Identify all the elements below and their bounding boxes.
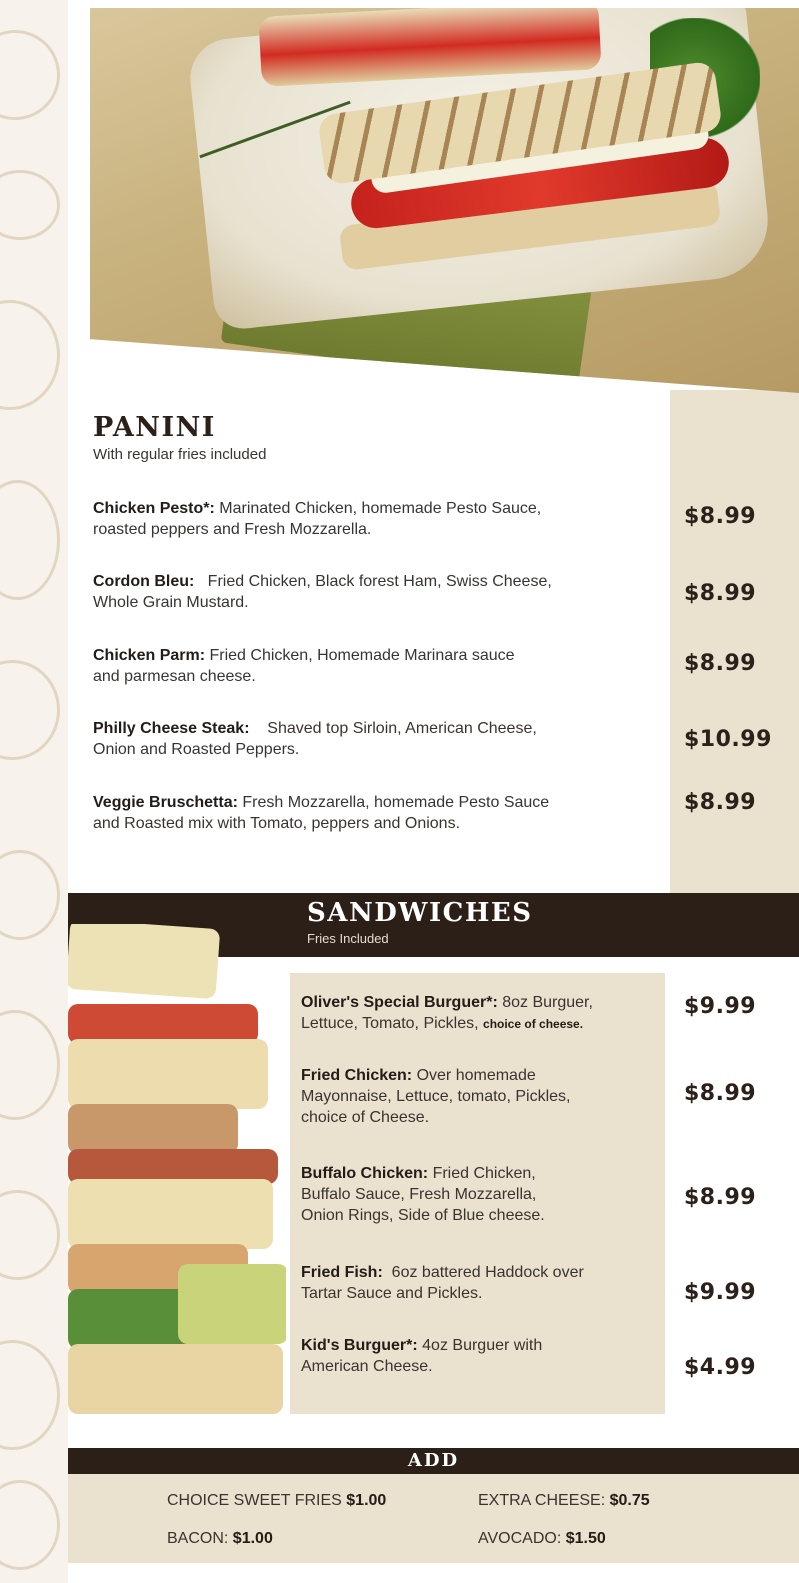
deco-pastry-outline [0,1340,60,1450]
add-on-item [167,1530,273,1548]
add-on-price: $1.00 [346,1492,387,1509]
add-on-label: CHOICE SWEET FRIES [167,1492,347,1509]
menu-item [301,1065,671,1128]
menu-item [301,1335,671,1377]
item-price: $4.99 [684,1355,757,1380]
add-on-price: $1.00 [232,1530,273,1547]
item-name: Oliver's Special Burguer*: [301,994,498,1011]
item-name: Buffalo Chicken: [301,1165,429,1182]
item-desc: 8oz Burguer, [497,994,593,1011]
bread-slice [68,1344,283,1414]
item-desc: Fried Chicken, Black forest Ham, Swiss Cheese, [194,573,552,590]
add-on-item [478,1530,606,1548]
add-panel [68,1474,799,1563]
item-name: Philly Cheese Steak: [93,720,250,737]
menu-item [93,718,663,760]
deco-pastry-outline [0,1190,60,1280]
item-desc: Tartar Sauce and Pickles. [301,1285,483,1302]
lettuce-layer [68,1289,188,1349]
add-on-price: $0.75 [609,1492,650,1509]
menu-item [93,571,663,613]
item-desc: 6oz battered Haddock over [382,1264,584,1281]
deco-pastry-outline [0,850,60,940]
item-desc: Buffalo Sauce, Fresh Mozzarella, [301,1186,537,1203]
deco-pastry-outline [0,30,60,120]
item-name: Fried Fish: [301,1264,383,1281]
sandwiches-subtitle: Fries Included [307,931,389,946]
add-title: ADD [407,1450,460,1471]
item-desc: Onion Rings, Side of Blue cheese. [301,1207,545,1224]
item-desc: American Cheese. [301,1358,433,1375]
add-on-label: EXTRA CHEESE: [478,1492,610,1509]
add-on-item [167,1492,386,1510]
item-desc: Fried Chicken, [428,1165,536,1182]
add-on-price: $1.50 [565,1530,606,1547]
add-on-item [478,1492,650,1510]
item-price: $8.99 [684,651,757,676]
add-on-label: AVOCADO: [478,1530,566,1547]
deco-pastry-outline [0,300,60,410]
panini-subtitle: With regular fries included [93,446,267,463]
panini-title: PANINI [93,412,216,443]
club-sandwich-photo [68,924,286,1424]
decorative-side-illustration [0,0,68,1583]
item-desc: Over homemade [412,1067,536,1084]
item-name: Cordon Bleu: [93,573,195,590]
item-name: Chicken Parm: [93,647,206,664]
item-name: Kid's Burguer*: [301,1337,418,1354]
item-price: $9.99 [684,994,757,1019]
item-desc: choice of Cheese. [301,1109,430,1126]
item-name: Veggie Bruschetta: [93,794,238,811]
item-price: $8.99 [684,581,757,606]
item-desc: Lettuce, Tomato, Pickles, [301,1015,484,1032]
chicken-layer [68,1104,238,1154]
item-desc: Fried Chicken, Homemade Marinara sauce [205,647,515,664]
avocado-layer [178,1264,286,1344]
menu-item [93,792,663,834]
add-on-label: BACON: [167,1530,233,1547]
tomato-layer [68,1004,258,1044]
item-desc: Marinated Chicken, homemade Pesto Sauce, [214,500,542,517]
item-desc: Whole Grain Mustard. [93,594,249,611]
menu-item [93,645,663,687]
item-price: $8.99 [684,790,757,815]
menu-item [301,1163,671,1226]
panini-price-column [670,390,799,900]
bread-slice [68,1039,268,1109]
bread-slice [68,1179,273,1249]
item-name: Fried Chicken: [301,1067,413,1084]
menu-item [301,992,671,1035]
deco-pastry-outline [0,170,60,240]
item-price: $8.99 [684,1081,757,1106]
item-desc: Fresh Mozzarella, homemade Pesto Sauce [237,794,550,811]
item-price: $8.99 [684,1185,757,1210]
item-desc: and parmesan cheese. [93,668,256,685]
menu-item [301,1262,671,1304]
item-desc: 4oz Burguer with [417,1337,543,1354]
menu-item [93,498,663,540]
item-desc: Mayonnaise, Lettuce, tomato, Pickles, [301,1088,571,1105]
item-price: $8.99 [684,504,757,529]
bread-slice [68,924,220,999]
deco-pastry-outline [0,1480,60,1570]
item-desc: Shaved top Sirloin, American Cheese, [249,720,537,737]
deco-pastry-outline [0,1010,60,1120]
deco-pastry-outline [0,480,60,600]
sandwiches-title: SANDWICHES [307,898,533,928]
item-price: $9.99 [684,1280,757,1305]
item-desc-emphasis: choice of cheese. [483,1017,584,1031]
item-desc: roasted peppers and Fresh Mozzarella. [93,521,372,538]
item-desc: Onion and Roasted Peppers. [93,741,300,758]
item-price: $10.99 [684,727,772,752]
item-name: Chicken Pesto*: [93,500,215,517]
panini-hero-photo [90,8,799,393]
item-desc: and Roasted mix with Tomato, peppers and Onions. [93,815,461,832]
deco-pastry-outline [0,660,60,760]
